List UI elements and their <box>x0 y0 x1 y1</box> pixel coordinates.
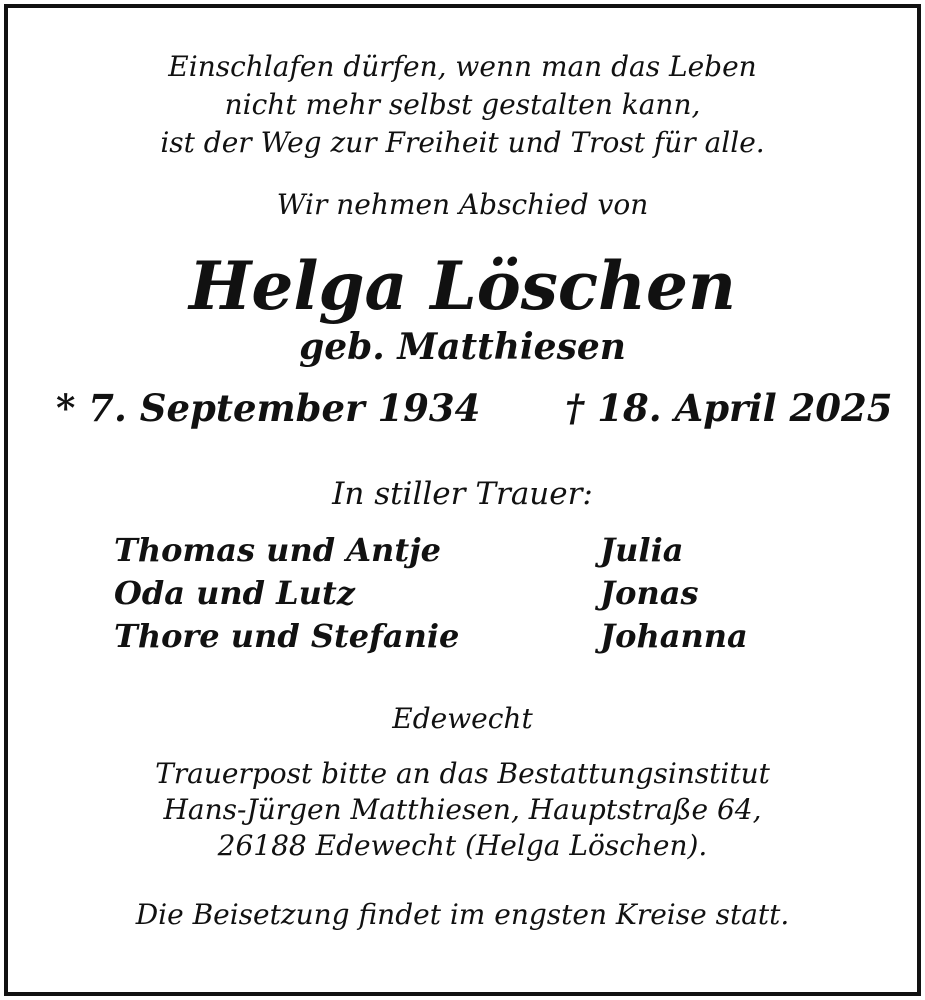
poem-verse <box>0 48 925 162</box>
mourner-name: Julia <box>600 531 684 569</box>
mourner-name: Thomas und Antje <box>114 531 442 569</box>
farewell-text: Wir nehmen Abschied von <box>276 188 649 221</box>
condolence-address <box>0 756 925 864</box>
poem-line: nicht mehr selbst gestalten kann, <box>224 88 701 121</box>
address-line: 26188 Edewecht (Helga Löschen). <box>217 829 708 862</box>
poem-line: ist der Weg zur Freiheit und Trost für alle. <box>160 126 765 159</box>
address-line: Trauerpost bitte an das Bestattungsinstitut <box>155 757 770 790</box>
mourner-name: Oda und Lutz <box>114 574 355 612</box>
address-line: Hans-Jürgen Matthiesen, Hauptstraße 64, <box>163 793 762 826</box>
place-name: Edewecht <box>392 702 533 735</box>
deceased-name: Helga Löschen <box>188 247 737 325</box>
maiden-name: geb. Matthiesen <box>299 326 626 368</box>
poem-line: Einschlafen dürfen, wenn man das Leben <box>168 50 757 83</box>
burial-note: Die Beisetzung findet im engsten Kreise statt. <box>135 898 790 931</box>
birth-date: * 7. September 1934 <box>56 386 481 430</box>
mourner-name: Jonas <box>600 574 699 612</box>
death-date: † 18. April 2025 <box>565 386 893 430</box>
mourner-name: Johanna <box>600 617 748 655</box>
mourner-name: Thore und Stefanie <box>114 617 460 655</box>
mourning-heading: In stiller Trauer: <box>332 476 593 512</box>
